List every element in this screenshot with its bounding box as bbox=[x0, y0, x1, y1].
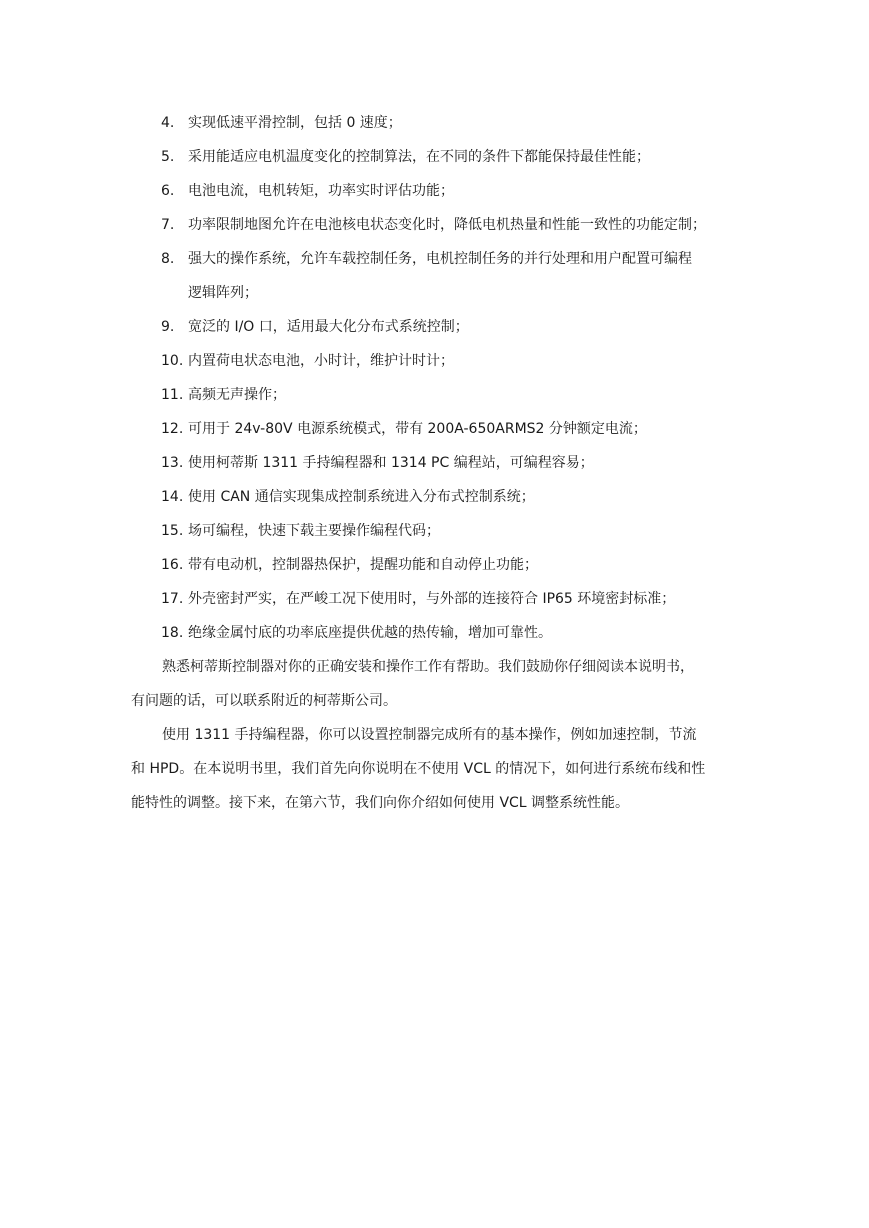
item-text: 高频无声操作； bbox=[188, 387, 286, 403]
paragraph-line: 有问题的话，可以联系附近的柯蒂斯公司。 bbox=[131, 693, 397, 709]
item-text: 外壳密封严实，在严峻工况下使用时，与外部的连接符合 IP65 环境密封标准； bbox=[188, 591, 676, 607]
list-item bbox=[0, 310, 869, 344]
item-text: 使用柯蒂斯 1311 手持编程器和 1314 PC 编程站，可编程容易； bbox=[188, 455, 594, 471]
item-text: 实现低速平滑控制，包括 0 速度； bbox=[188, 115, 402, 131]
paragraph-line: 使用 1311 手持编程器，你可以设置控制器完成所有的基本操作，例如加速控制，节流 bbox=[162, 727, 697, 743]
item-number: 4. bbox=[161, 115, 175, 131]
item-number: 17. bbox=[161, 591, 184, 607]
item-text: 电池电流，电机转矩，功率实时评估功能； bbox=[188, 183, 454, 199]
item-text: 可用于 24v-80V 电源系统模式，带有 200A-650ARMS2 分钟额定电流； bbox=[188, 421, 647, 437]
paragraph-line: 和 HPD。在本说明书里，我们首先向你说明在不使用 VCL 的情况下，如何进行系统布线和性 bbox=[131, 761, 706, 777]
list-item bbox=[0, 242, 869, 310]
paragraph-line: 熟悉柯蒂斯控制器对你的正确安装和操作工作有帮助。我们鼓励你仔细阅读本说明书， bbox=[162, 659, 694, 675]
item-text: 内置荷电状态电池，小时计，维护计时计； bbox=[188, 353, 454, 369]
programmer-paragraph bbox=[131, 718, 751, 820]
item-number: 12. bbox=[161, 421, 184, 437]
item-number: 10. bbox=[161, 353, 184, 369]
item-text: 场可编程，快速下载主要操作编程代码； bbox=[188, 523, 440, 539]
paragraph-line: 能特性的调整。接下来，在第六节，我们向你介绍如何使用 VCL 调整系统性能。 bbox=[131, 795, 630, 811]
item-number: 15. bbox=[161, 523, 184, 539]
item-number: 18. bbox=[161, 625, 184, 641]
item-number: 11. bbox=[161, 387, 184, 403]
feature-list bbox=[0, 106, 869, 650]
item-number: 9. bbox=[161, 319, 175, 335]
item-number: 14. bbox=[161, 489, 184, 505]
list-item bbox=[0, 412, 869, 446]
list-item bbox=[0, 344, 869, 378]
list-item bbox=[0, 446, 869, 480]
intro-paragraph bbox=[131, 650, 751, 718]
item-number: 5. bbox=[161, 149, 175, 165]
list-item bbox=[0, 514, 869, 548]
list-item bbox=[0, 106, 869, 140]
list-item bbox=[0, 616, 869, 650]
item-text: 采用能适应电机温度变化的控制算法，在不同的条件下都能保持最佳性能； bbox=[188, 149, 650, 165]
list-item bbox=[0, 140, 869, 174]
item-text-continued: 逻辑阵列； bbox=[188, 285, 258, 301]
list-item bbox=[0, 548, 869, 582]
item-text: 功率限制地图允许在电池核电状态变化时，降低电机热量和性能一致性的功能定制； bbox=[188, 217, 706, 233]
item-number: 6. bbox=[161, 183, 175, 199]
list-item bbox=[0, 174, 869, 208]
item-text: 宽泛的 I/O 口，适用最大化分布式系统控制； bbox=[188, 319, 469, 335]
list-item bbox=[0, 378, 869, 412]
list-item bbox=[0, 480, 869, 514]
item-text: 带有电动机，控制器热保护，提醒功能和自动停止功能； bbox=[188, 557, 538, 573]
item-number: 13. bbox=[161, 455, 184, 471]
item-text: 使用 CAN 通信实现集成控制系统进入分布式控制系统； bbox=[188, 489, 535, 505]
item-text: 强大的操作系统，允许车载控制任务，电机控制任务的并行处理和用户配置可编程 bbox=[188, 251, 692, 267]
item-text: 绝缘金属忖底的功率底座提供优越的热传输，增加可靠性。 bbox=[188, 625, 552, 641]
item-number: 8. bbox=[161, 251, 175, 267]
item-number: 16. bbox=[161, 557, 184, 573]
list-item bbox=[0, 582, 869, 616]
item-number: 7. bbox=[161, 217, 175, 233]
list-item bbox=[0, 208, 869, 242]
